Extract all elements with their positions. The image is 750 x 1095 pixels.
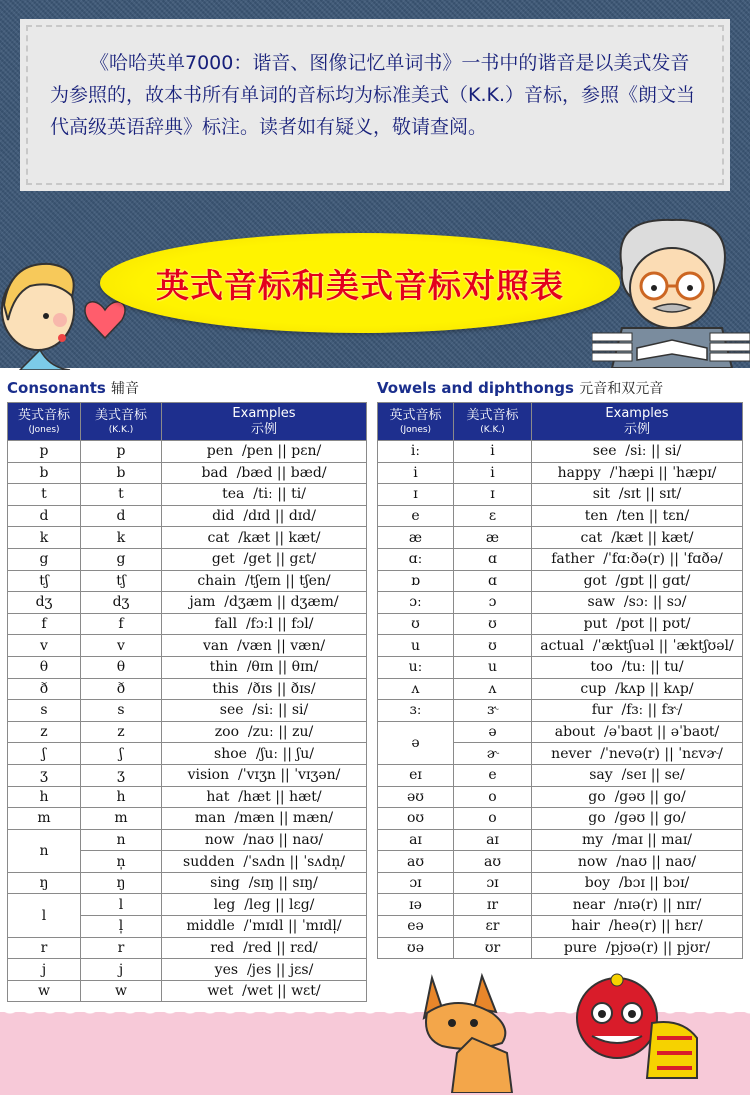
example: go /gəʊ || go/ <box>532 808 743 830</box>
table-row <box>8 937 367 959</box>
uk-symbol: ŋ <box>8 872 81 894</box>
example: never /ˈnevə(r) || ˈnɛvɚ/ <box>532 743 743 765</box>
uk-symbol: ɑː <box>378 548 454 570</box>
intro-note <box>26 25 724 185</box>
example: cup /kʌp || kʌp/ <box>532 678 743 700</box>
us-symbol: ə <box>454 721 532 743</box>
us-symbol: j <box>81 959 162 981</box>
us-symbol: l <box>81 894 162 916</box>
us-symbol: u <box>454 656 532 678</box>
us-symbol: aɪ <box>454 829 532 851</box>
us-symbol: f <box>81 613 162 635</box>
us-symbol: h <box>81 786 162 808</box>
us-symbol: o <box>454 786 532 808</box>
table-row <box>378 808 743 830</box>
table-row <box>378 548 743 570</box>
uk-symbol: əʊ <box>378 786 454 808</box>
uk-symbol: aʊ <box>378 851 454 873</box>
uk-symbol: d <box>8 505 81 527</box>
table-row <box>378 527 743 549</box>
vowels-heading <box>377 378 663 398</box>
header-examples: Examples 示例 <box>532 403 743 441</box>
uk-symbol: m <box>8 808 81 830</box>
us-symbol: m <box>81 808 162 830</box>
table-row <box>378 937 743 959</box>
table-row <box>378 764 743 786</box>
us-symbol: w <box>81 980 162 1002</box>
example: hair /heə(r) || hɛr/ <box>532 916 743 938</box>
example: jam /dʒæm || dʒæm/ <box>162 592 367 614</box>
example: sit /sɪt || sɪt/ <box>532 484 743 506</box>
table-row <box>378 441 743 463</box>
table-row <box>8 786 367 808</box>
table-row <box>378 916 743 938</box>
example: wet /wet || wɛt/ <box>162 980 367 1002</box>
table-row <box>8 635 367 657</box>
uk-symbol: θ <box>8 656 81 678</box>
uk-symbol: r <box>8 937 81 959</box>
table-row <box>8 808 367 830</box>
uk-symbol: v <box>8 635 81 657</box>
us-symbol: dʒ <box>81 592 162 614</box>
uk-symbol: oʊ <box>378 808 454 830</box>
us-symbol: p <box>81 441 162 463</box>
uk-symbol: s <box>8 700 81 722</box>
uk-symbol: dʒ <box>8 592 81 614</box>
example: near /nɪə(r) || nɪr/ <box>532 894 743 916</box>
uk-symbol: ɪ <box>378 484 454 506</box>
example: get /get || gɛt/ <box>162 548 367 570</box>
example: yes /jes || jɛs/ <box>162 959 367 981</box>
us-symbol: t <box>81 484 162 506</box>
example: fall /fɔːl || fɔl/ <box>162 613 367 635</box>
uk-symbol: j <box>8 959 81 981</box>
lion-dance-illustration <box>562 968 702 1088</box>
us-symbol: ʒ <box>81 764 162 786</box>
example: leg /leg || lɛg/ <box>162 894 367 916</box>
us-symbol: v <box>81 635 162 657</box>
table-row <box>8 980 367 1002</box>
consonants-heading <box>7 378 139 398</box>
table-header-row <box>378 403 743 441</box>
example: sing /sɪŋ || sɪŋ/ <box>162 872 367 894</box>
uk-symbol: ɔɪ <box>378 872 454 894</box>
example: saw /sɔː || sɔ/ <box>532 592 743 614</box>
intro-text: 《哈哈英单7000：谐音、图像记忆单词书》一书中的谐音是以美式发音为参照的，故本书所有单词的音标均为标准美式（K.K.）音标，参照《朗文当代高级英语辞典》标注。读者如有疑义，敬请查阅。 <box>50 52 695 138</box>
table-row <box>8 548 367 570</box>
uk-symbol: p <box>8 441 81 463</box>
example: go /gəʊ || go/ <box>532 786 743 808</box>
example: hat /hæt || hæt/ <box>162 786 367 808</box>
example: see /siː || si/ <box>532 441 743 463</box>
uk-symbol: ɔː <box>378 592 454 614</box>
consonants-title-zh: 辅音 <box>111 381 140 397</box>
table-row <box>378 570 743 592</box>
uk-symbol: l <box>8 894 81 937</box>
table-row <box>8 613 367 635</box>
us-symbol: ʃ <box>81 743 162 765</box>
us-symbol: l̩ <box>81 916 162 938</box>
example: actual /ˈæktʃuəl || ˈæktʃʊəl/ <box>532 635 743 657</box>
example: red /red || rɛd/ <box>162 937 367 959</box>
uk-symbol: ʌ <box>378 678 454 700</box>
example: now /naʊ || naʊ/ <box>162 829 367 851</box>
us-symbol: aʊ <box>454 851 532 873</box>
us-symbol: d <box>81 505 162 527</box>
us-symbol: ɑ <box>454 548 532 570</box>
uk-symbol: iː <box>378 441 454 463</box>
header-uk: 英式音标 (Jones) <box>378 403 454 441</box>
example: pen /pen || pɛn/ <box>162 441 367 463</box>
example: father /ˈfɑːðə(r) || ˈfɑðə/ <box>532 548 743 570</box>
us-symbol: b <box>81 462 162 484</box>
table-row <box>378 721 743 743</box>
uk-symbol: tʃ <box>8 570 81 592</box>
table-row <box>8 872 367 894</box>
example: middle /ˈmɪdl || ˈmɪdl̩/ <box>162 916 367 938</box>
table-row <box>378 656 743 678</box>
table-row <box>8 527 367 549</box>
example: too /tuː || tu/ <box>532 656 743 678</box>
example: zoo /zuː || zu/ <box>162 721 367 743</box>
consonants-table <box>7 402 367 1002</box>
uk-symbol: ʊ <box>378 613 454 635</box>
uk-symbol: ʒ <box>8 764 81 786</box>
example: boy /bɔɪ || bɔɪ/ <box>532 872 743 894</box>
uk-symbol: w <box>8 980 81 1002</box>
table-row <box>8 570 367 592</box>
us-symbol: ʌ <box>454 678 532 700</box>
uk-symbol: ʃ <box>8 743 81 765</box>
us-symbol: i <box>454 441 532 463</box>
example: tea /tiː || ti/ <box>162 484 367 506</box>
uk-symbol: e <box>378 505 454 527</box>
us-symbol: θ <box>81 656 162 678</box>
us-symbol: ɝ <box>454 700 532 722</box>
example: about /əˈbaʊt || əˈbaʊt/ <box>532 721 743 743</box>
table-row <box>8 721 367 743</box>
header-us: 美式音标 (K.K.) <box>81 403 162 441</box>
table-row <box>378 505 743 527</box>
us-symbol: ɚ <box>454 743 532 765</box>
example: see /siː || si/ <box>162 700 367 722</box>
uk-symbol: ɜː <box>378 700 454 722</box>
table-row <box>8 764 367 786</box>
us-symbol: ɛr <box>454 916 532 938</box>
us-symbol: o <box>454 808 532 830</box>
banner-title: 英式音标和美式音标对照表 <box>156 265 564 305</box>
example: cat /kæt || kæt/ <box>532 527 743 549</box>
table-row <box>8 462 367 484</box>
dog-illustration <box>412 968 522 1093</box>
example: cat /kæt || kæt/ <box>162 527 367 549</box>
table-row <box>8 959 367 981</box>
example: happy /ˈhæpi || ˈhæpɪ/ <box>532 462 743 484</box>
table-row <box>8 678 367 700</box>
uk-symbol: b <box>8 462 81 484</box>
table-row <box>378 851 743 873</box>
example: did /dɪd || dɪd/ <box>162 505 367 527</box>
table-row <box>378 829 743 851</box>
table-row <box>378 872 743 894</box>
example: sudden /ˈsʌdn || ˈsʌdn̩/ <box>162 851 367 873</box>
us-symbol: e <box>454 764 532 786</box>
example: van /væn || væn/ <box>162 635 367 657</box>
example: thin /θɪn || θɪn/ <box>162 656 367 678</box>
us-symbol: ʊ <box>454 635 532 657</box>
table-row <box>378 786 743 808</box>
example: bad /bæd || bæd/ <box>162 462 367 484</box>
example: fur /fɜː || fɝ/ <box>532 700 743 722</box>
uk-symbol: f <box>8 613 81 635</box>
table-row <box>378 462 743 484</box>
example: this /ðɪs || ðɪs/ <box>162 678 367 700</box>
uk-symbol: k <box>8 527 81 549</box>
us-symbol: g <box>81 548 162 570</box>
example: pure /pjʊə(r) || pjʊr/ <box>532 937 743 959</box>
uk-symbol: g <box>8 548 81 570</box>
uk-symbol: n <box>8 829 81 872</box>
uk-symbol: eə <box>378 916 454 938</box>
table-header-row <box>8 403 367 441</box>
table-row <box>8 743 367 765</box>
us-symbol: k <box>81 527 162 549</box>
uk-symbol: z <box>8 721 81 743</box>
example: got /gɒt || gɑt/ <box>532 570 743 592</box>
example: shoe /ʃuː || ʃu/ <box>162 743 367 765</box>
example: vision /ˈvɪʒn || ˈvɪʒən/ <box>162 764 367 786</box>
vowels-title-en: Vowels and diphthongs <box>377 379 574 397</box>
us-symbol: æ <box>454 527 532 549</box>
us-symbol: ð <box>81 678 162 700</box>
header-examples: Examples 示例 <box>162 403 367 441</box>
uk-symbol: aɪ <box>378 829 454 851</box>
table-row <box>8 656 367 678</box>
table-row <box>8 829 367 851</box>
uk-symbol: t <box>8 484 81 506</box>
example: say /seɪ || se/ <box>532 764 743 786</box>
table-row <box>378 700 743 722</box>
us-symbol: ŋ <box>81 872 162 894</box>
us-symbol: ɪr <box>454 894 532 916</box>
uk-symbol: ɪə <box>378 894 454 916</box>
uk-symbol: ð <box>8 678 81 700</box>
table-row <box>8 592 367 614</box>
table-row <box>378 613 743 635</box>
us-symbol: i <box>454 462 532 484</box>
consonants-title-en: Consonants <box>7 379 106 397</box>
table-row <box>8 505 367 527</box>
table-row <box>8 700 367 722</box>
us-symbol: tʃ <box>81 570 162 592</box>
example: man /mæn || mæn/ <box>162 808 367 830</box>
uk-symbol: ə <box>378 721 454 764</box>
us-symbol: n <box>81 829 162 851</box>
example: put /pʊt || pʊt/ <box>532 613 743 635</box>
uk-symbol: æ <box>378 527 454 549</box>
header-uk: 英式音标 (Jones) <box>8 403 81 441</box>
title-banner <box>100 233 620 333</box>
table-row <box>378 678 743 700</box>
us-symbol: ɪ <box>454 484 532 506</box>
table-row <box>8 441 367 463</box>
table-row <box>8 894 367 916</box>
table-row <box>378 635 743 657</box>
uk-symbol: ʊə <box>378 937 454 959</box>
us-symbol: n̩ <box>81 851 162 873</box>
vowels-title-zh: 元音和双元音 <box>579 381 664 397</box>
header-us: 美式音标 (K.K.) <box>454 403 532 441</box>
table-row <box>378 894 743 916</box>
us-symbol: ɑ <box>454 570 532 592</box>
us-symbol: s <box>81 700 162 722</box>
us-symbol: ɛ <box>454 505 532 527</box>
us-symbol: ʊ <box>454 613 532 635</box>
us-symbol: z <box>81 721 162 743</box>
table-row <box>378 592 743 614</box>
us-symbol: ɔ <box>454 592 532 614</box>
us-symbol: r <box>81 937 162 959</box>
uk-symbol: i <box>378 462 454 484</box>
us-symbol: ʊr <box>454 937 532 959</box>
vowels-table <box>377 402 743 959</box>
uk-symbol: eɪ <box>378 764 454 786</box>
uk-symbol: uː <box>378 656 454 678</box>
uk-symbol: h <box>8 786 81 808</box>
example: ten /ten || tɛn/ <box>532 505 743 527</box>
example: my /maɪ || maɪ/ <box>532 829 743 851</box>
example: chain /tʃeɪn || tʃen/ <box>162 570 367 592</box>
table-row <box>8 484 367 506</box>
uk-symbol: ɒ <box>378 570 454 592</box>
table-row <box>378 484 743 506</box>
uk-symbol: u <box>378 635 454 657</box>
us-symbol: ɔɪ <box>454 872 532 894</box>
example: now /naʊ || naʊ/ <box>532 851 743 873</box>
